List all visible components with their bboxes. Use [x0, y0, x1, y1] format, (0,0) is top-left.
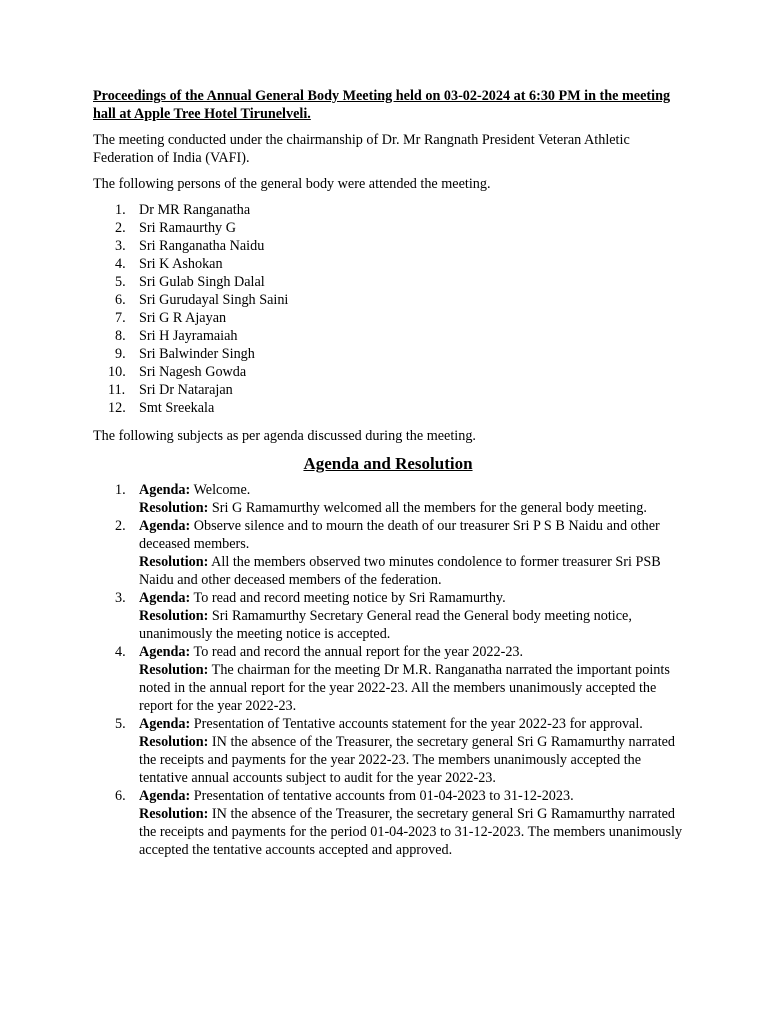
list-item	[93, 399, 683, 417]
list-item	[93, 291, 683, 309]
resolution-label: Resolution:	[139, 554, 209, 570]
attendee-list	[93, 201, 683, 417]
list-number: 11.	[108, 382, 126, 398]
resolution-label: Resolution:	[139, 608, 209, 624]
document-content	[93, 87, 683, 859]
agenda-text: To read and record meeting notice by Sri Ramamurthy.	[193, 590, 506, 606]
list-number: 12.	[108, 400, 126, 416]
resolution-label: Resolution:	[139, 806, 209, 822]
attendee-name: Sri K Ashokan	[139, 256, 223, 272]
subjects-intro: The following subjects as per agenda discussed during the meeting.	[93, 428, 476, 444]
agenda-label: Agenda:	[139, 644, 191, 660]
attendee-name: Sri Ranganatha Naidu	[139, 238, 265, 254]
resolution-label: Resolution:	[139, 500, 209, 516]
agenda-item	[93, 589, 683, 643]
attendee-name: Sri Gurudayal Singh Saini	[139, 292, 289, 308]
list-item	[93, 309, 683, 327]
list-number: 6.	[115, 292, 126, 308]
list-item	[93, 381, 683, 399]
agenda-item	[93, 517, 683, 589]
list-number: 1.	[115, 202, 126, 218]
list-number: 1.	[115, 482, 126, 498]
resolution-text: IN the absence of the Treasurer, the secretary general Sri G Ramamurthy narrated the receipts and payments for the period 01-04-2023 to 31-12-2023. The members unanimously accepted the tentative accounts accepted and approved.	[139, 806, 683, 858]
attendee-name: Sri Ramaurthy G	[139, 220, 236, 236]
attendee-name: Sri Gulab Singh Dalal	[139, 274, 265, 290]
resolution-label: Resolution:	[139, 734, 209, 750]
agenda-item	[93, 481, 683, 517]
list-item	[93, 255, 683, 273]
attendee-name: Sri H Jayramaiah	[139, 328, 238, 344]
attendee-name: Sri Balwinder Singh	[139, 346, 255, 362]
agenda-text: Presentation of tentative accounts from 01-04-2023 to 31-12-2023.	[193, 788, 574, 804]
list-number: 2.	[115, 220, 126, 236]
list-number: 6.	[115, 788, 126, 804]
list-number: 3.	[115, 590, 126, 606]
list-number: 2.	[115, 518, 126, 534]
list-item	[93, 273, 683, 291]
list-item	[93, 219, 683, 237]
agenda-list	[93, 481, 683, 859]
agenda-label: Agenda:	[139, 716, 191, 732]
attendee-name: Smt Sreekala	[139, 400, 215, 416]
list-number: 10.	[108, 364, 126, 380]
resolution-text: Sri Ramamurthy Secretary General read the General body meeting notice, unanimously the meeting notice is accepted.	[139, 608, 632, 642]
agenda-text: To read and record the annual report for the year 2022-23.	[193, 644, 524, 660]
attendee-name: Dr MR Ranganatha	[139, 202, 251, 218]
list-item	[93, 237, 683, 255]
list-number: 4.	[115, 256, 126, 272]
list-number: 5.	[115, 716, 126, 732]
agenda-text: Welcome.	[193, 482, 251, 498]
document-title: Proceedings of the Annual General Body Meeting held on 03-02-2024 at 6:30 PM in the meeting hall at Apple Tree Hotel Tirunelveli.	[93, 88, 671, 122]
agenda-item	[93, 787, 683, 859]
list-item	[93, 363, 683, 381]
list-number: 4.	[115, 644, 126, 660]
list-number: 9.	[115, 346, 126, 362]
agenda-item	[93, 715, 683, 787]
attendee-name: Sri Dr Natarajan	[139, 382, 233, 398]
resolution-label: Resolution:	[139, 662, 209, 678]
agenda-label: Agenda:	[139, 518, 191, 534]
intro-paragraph: The meeting conducted under the chairmanship of Dr. Mr Rangnath President Veteran Athletic Federation of India (VAFI).	[93, 132, 630, 166]
resolution-text: Sri G Ramamurthy welcomed all the members for the general body meeting.	[211, 500, 647, 516]
agenda-label: Agenda:	[139, 590, 191, 606]
resolution-text: IN the absence of the Treasurer, the secretary general Sri G Ramamurthy narrated the receipts and payments for the year 2022-23. The members unanimously accepted the tentative annual accounts subject to audit for the year 2022-23.	[139, 734, 676, 786]
list-number: 5.	[115, 274, 126, 290]
attendee-name: Sri G R Ajayan	[139, 310, 227, 326]
agenda-label: Agenda:	[139, 482, 191, 498]
list-item	[93, 345, 683, 363]
list-item	[93, 327, 683, 345]
agenda-text: Presentation of Tentative accounts statement for the year 2022-23 for approval.	[193, 716, 643, 732]
agenda-text: Observe silence and to mourn the death of our treasurer Sri P S B Naidu and other deceased members.	[139, 518, 660, 552]
resolution-text: All the members observed two minutes condolence to former treasurer Sri PSB Naidu and other deceased members of the federation.	[139, 554, 661, 588]
attendees-intro: The following persons of the general body were attended the meeting.	[93, 176, 491, 192]
list-number: 3.	[115, 238, 126, 254]
list-item	[93, 201, 683, 219]
resolution-text: The chairman for the meeting Dr M.R. Ranganatha narrated the important points noted in the annual report for the year 2022-23. All the members unanimously accepted the report for the year 2022-23.	[139, 662, 670, 714]
attendee-name: Sri Nagesh Gowda	[139, 364, 247, 380]
agenda-label: Agenda:	[139, 788, 191, 804]
agenda-heading: Agenda and Resolution	[303, 454, 473, 473]
agenda-item	[93, 643, 683, 715]
list-number: 7.	[115, 310, 126, 326]
list-number: 8.	[115, 328, 126, 344]
